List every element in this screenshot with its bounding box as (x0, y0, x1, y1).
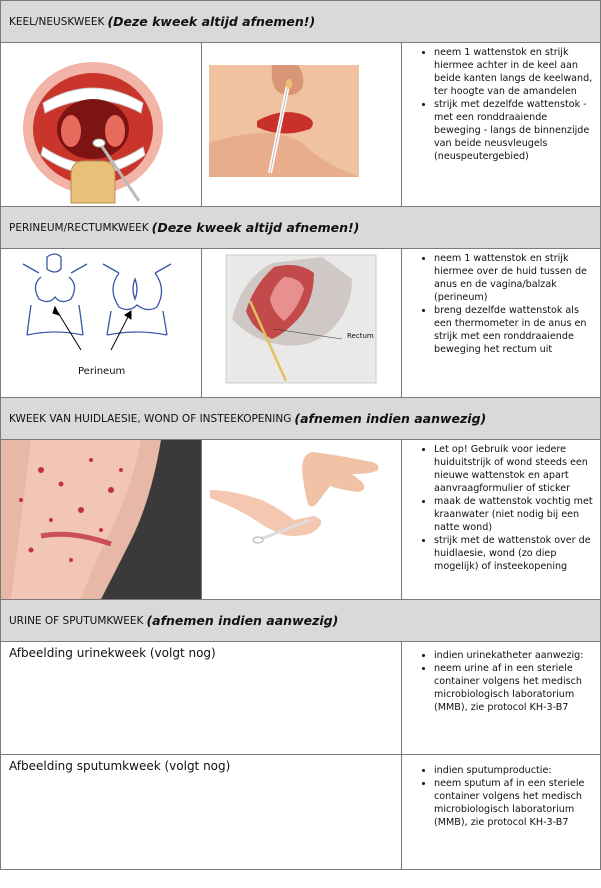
instruction-item: • Let op! Gebruik voor iedere huiduitstrijk of wond steeds een nieuwe wattenstok en apart aanvraagformulier of sticker (434, 443, 594, 495)
section-header-perineum-rectum (1, 207, 600, 249)
instruction-item: • neem 1 wattenstok en strijk hiermee achter in de keel aan beide kanten langs de keelwand, ter hoogte van de amandelen (434, 46, 594, 98)
section-header-huidlaesie (1, 398, 600, 440)
skin-lesion-photo (1, 440, 201, 599)
instruction-list (402, 43, 600, 163)
illustration-open-mouth (1, 43, 202, 206)
row-keel-neus (1, 43, 600, 207)
section-note: (Deze kweek altijd afnemen!) (151, 220, 360, 235)
perineum-label: Perineum (78, 366, 126, 377)
section-title: URINE OF SPUTUMKWEEK (9, 614, 144, 627)
section-title: KWEEK VAN HUIDLAESIE, WOND OF INSTEEKOPENING (9, 412, 292, 425)
instructions-urine (402, 642, 600, 754)
illustration-perineum (1, 249, 202, 397)
section-note: (afnemen indien aanwezig) (294, 411, 487, 426)
instruction-item: • strijk met dezelfde wattenstok - met een ronddraaiende beweging - langs de binnenzijde van beide neusvleugels (neuspeutergebied) (434, 98, 594, 163)
instruction-list (402, 249, 600, 356)
illustration-hand-swab (202, 440, 402, 599)
section-header-urine-sputum (1, 600, 600, 642)
open-mouth-illustration (1, 43, 201, 206)
rectum-label: Rectum (347, 332, 374, 340)
section-title: KEEL/NEUSKWEEK (9, 15, 105, 28)
row-sputum (1, 755, 600, 869)
rectum-cross-section (202, 249, 401, 397)
instruction-item: • neem sputum af in een steriele container volgens het medisch microbiologisch laboratorium (MMB), zie protocol KH-3-B7 (434, 777, 594, 829)
illustration-nose-swab (202, 43, 402, 206)
instruction-item: • indien sputumproductie: (434, 764, 594, 777)
instructions-keel-neus (402, 43, 600, 206)
row-perineum-rectum (1, 249, 600, 398)
hand-swab-illustration (202, 440, 401, 599)
instructions-perineum-rectum (402, 249, 600, 397)
sputum-image-placeholder: Afbeelding sputumkweek (volgt nog) (1, 755, 402, 869)
section-header-keel-neus (1, 1, 600, 43)
instruction-item: • maak de wattenstok vochtig met kraanwater (niet nodig bij een natte wond) (434, 495, 594, 534)
row-huidlaesie (1, 440, 600, 600)
illustration-rectum (202, 249, 402, 397)
section-note: (afnemen indien aanwezig) (146, 613, 339, 628)
urine-image-placeholder: Afbeelding urinekweek (volgt nog) (1, 642, 402, 754)
instructions-huidlaesie (402, 440, 600, 599)
nose-swab-illustration (202, 43, 401, 206)
instruction-item: • neem urine af in een steriele container volgens het medisch microbiologisch laboratorium (MMB), zie protocol KH-3-B7 (434, 662, 594, 714)
instruction-item: • indien urinekatheter aanwezig: (434, 649, 594, 662)
instruction-list (402, 761, 600, 829)
section-title: PERINEUM/RECTUMKWEEK (9, 221, 149, 234)
instruction-item: • strijk met de wattenstok over de huidlaesie, wond (zo diep mogelijk) of insteekopening (434, 534, 594, 573)
instructions-sputum (402, 755, 600, 869)
section-note: (Deze kweek altijd afnemen!) (107, 14, 316, 29)
instruction-list (402, 440, 600, 573)
instruction-item: • breng dezelfde wattenstok als een thermometer in de anus en strijk met een ronddraaiende beweging het rectum uit (434, 304, 594, 356)
illustration-skin-lesion (1, 440, 202, 599)
instruction-item: • neem 1 wattenstok en strijk hiermee over de huid tussen de anus en de vagina/balzak (perineum) (434, 252, 594, 304)
row-urine (1, 642, 600, 755)
instruction-list (402, 646, 600, 714)
